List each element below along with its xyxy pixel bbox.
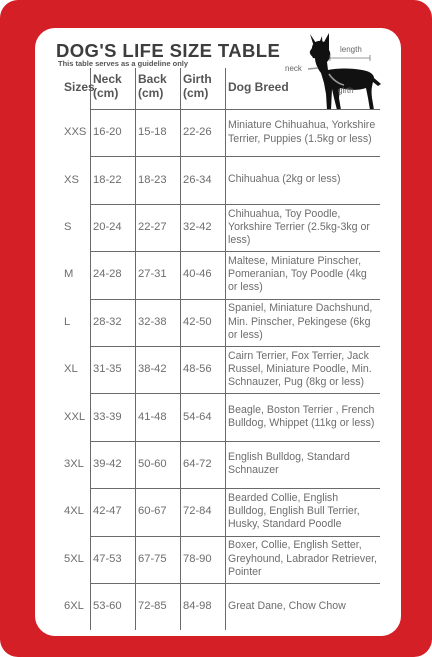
cell-breed: Maltese, Miniature Pinscher, Pomeranian, Toy Poodle (4kg or less) [228,255,367,294]
cell-breed: Beagle, Boston Terrier , French Bulldog, Whippet (11kg or less) [228,403,375,430]
cell-size: XXL [64,410,86,423]
cell-neck: 28-32 [93,315,122,328]
cell-breed: Boxer, Collie, English Setter, Greyhound, Labrador Retriever, Pointer [228,539,377,578]
cell-size: M [64,268,74,281]
cell-neck: 20-24 [93,220,122,233]
size-table [62,68,380,634]
cell-girth: 48-56 [183,363,212,376]
cell-size: S [64,220,72,233]
cell-girth: 64-72 [183,457,212,470]
cell-breed: Chihuahua, Toy Poodle, Yorkshire Terrier (2.5kg-3kg or less) [228,207,370,247]
header-size: Sizes [64,80,95,94]
cell-neck: 42-47 [93,505,122,518]
header-girth: Girth (cm) [183,72,212,100]
cell-neck: 31-35 [93,363,122,376]
cell-back: 22-27 [138,220,167,233]
cell-back: 50-60 [138,457,167,470]
cell-size: L [64,315,71,328]
cell-back: 72-85 [138,600,167,613]
header-back: Back (cm) [138,72,167,100]
neck-label: neck [285,64,302,73]
girth-label: girth [338,86,354,95]
cell-back: 38-42 [138,363,167,376]
cell-breed: Chihuahua (2kg or less) [228,173,341,186]
length-label: length [340,45,362,54]
cell-neck: 33-39 [93,410,122,423]
cell-girth: 78-90 [183,552,212,565]
cell-back: 32-38 [138,315,167,328]
cell-size: XL [64,363,78,376]
cell-girth: 72-84 [183,505,212,518]
header-breed: Dog Breed [228,80,289,94]
column-divider [180,68,181,630]
cell-back: 15-18 [138,126,167,139]
cell-breed: Miniature Chihuahua, Yorkshire Terrier, Puppies (1.5kg or less) [228,119,376,145]
cell-breed: Cairn Terrier, Fox Terrier, Jack Russel, Miniature Poodle, Min. Schnauzer, Pug (8kg or less) [228,349,372,389]
cell-breed: Bearded Collie, English Bulldog, English Bull Terrier, Husky, Standard Poodle [228,492,360,531]
cell-girth: 26-34 [183,173,212,186]
cell-girth: 84-98 [183,600,212,613]
header-neck: Neck (cm) [93,72,122,100]
column-divider [135,68,136,630]
cell-neck: 53-60 [93,600,122,613]
cell-breed: Spaniel, Miniature Dachshund, Min. Pinscher, Pekingese (6kg or less) [228,302,373,341]
cell-girth: 42-50 [183,315,212,328]
cell-size: 5XL [64,552,84,565]
cell-size: 3XL [64,457,84,470]
length-measure [330,55,370,61]
page-title: DOG'S LIFE SIZE TABLE [56,40,281,61]
cell-neck: 47-53 [93,552,122,565]
cell-size: 6XL [64,600,84,613]
column-divider [225,68,226,630]
cell-back: 27-31 [138,268,167,281]
cell-neck: 16-20 [93,126,122,139]
page-subtitle: This table serves as a guideline only [58,59,189,68]
cell-girth: 32-42 [183,220,212,233]
cell-neck: 18-22 [93,173,122,186]
cell-size: 4XL [64,505,84,518]
cell-neck: 24-28 [93,268,122,281]
column-divider [90,68,91,630]
cell-breed: English Bulldog, Standard Schnauzer [228,451,350,477]
cell-girth: 40-46 [183,268,212,281]
cell-back: 41-48 [138,410,167,423]
cell-girth: 54-64 [183,410,212,423]
cell-breed: Great Dane, Chow Chow [228,600,346,613]
cell-size: XXS [64,126,87,139]
cell-girth: 22-26 [183,126,212,139]
cell-back: 67-75 [138,552,167,565]
cell-size: XS [64,173,79,186]
cell-neck: 39-42 [93,457,122,470]
cell-back: 18-23 [138,173,167,186]
cell-back: 60-67 [138,505,167,518]
